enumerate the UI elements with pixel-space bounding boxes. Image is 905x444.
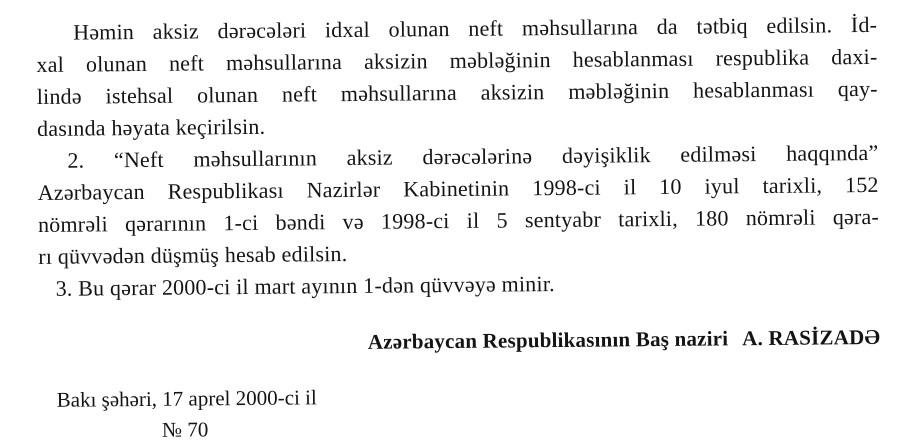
- decree-number: № 70: [161, 417, 209, 442]
- text-line: nömrəli qərarının 1-ci bəndi və 1998-ci il 5 sentyabr tarixli, 180 nömrəli qəra-: [37, 203, 880, 237]
- signatory-name: A. RASİZADƏ: [742, 324, 881, 351]
- text-line: 3. Bu qərar 2000-ci il mart ayının 1-dən qüvvəyə minir.: [55, 271, 555, 301]
- signatory-title: Azərbaycan Respublikasının Baş naziri: [367, 326, 729, 354]
- text-line: Həmin aksiz dərəcələri idxal olunan neft məhsullarına da tətbiq edilsin. İd-: [73, 11, 878, 45]
- text-line: lində istehsal olunan neft məhsullarına aksizin məbləğinin hesablanması qay-: [36, 75, 878, 109]
- document-footer: [57, 382, 318, 444]
- signature-line: [368, 325, 880, 355]
- text-line: xal olunan neft məhsullarına aksizin məbləğinin hesablanması respublika daxi-: [36, 43, 878, 77]
- text-line: Azərbaycan Respublikası Nazirlər Kabinetinin 1998-ci il 10 iyul tarixli, 152: [37, 171, 879, 205]
- text-line: rı qüvvədən düşmüş hesab edilsin.: [38, 241, 348, 269]
- paragraph-3: [38, 265, 879, 305]
- paragraph-1: [36, 9, 878, 145]
- text-line: dasında həyata keçirilsin.: [36, 113, 266, 141]
- decree-body-text: [36, 9, 880, 305]
- paragraph-2: [37, 137, 879, 273]
- text-line: 2. “Neft məhsullarının aksiz dərəcələrinə dəyişiklik edilməsi haqqında”: [67, 139, 879, 173]
- place-and-date: Bakı şəhəri, 17 aprel 2000-ci il: [56, 385, 317, 412]
